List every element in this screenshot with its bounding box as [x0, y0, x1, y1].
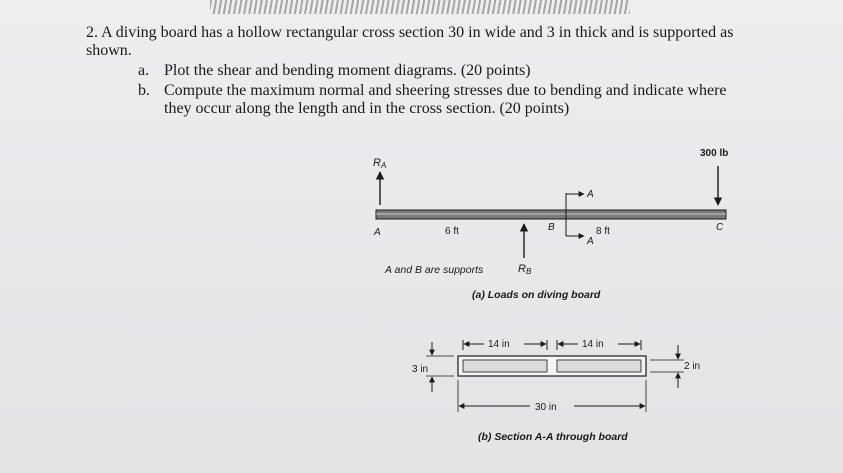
thickness-label: 3 in — [412, 364, 429, 375]
point-c-label: C — [716, 222, 724, 233]
section-cell-right — [557, 360, 641, 372]
part-a-text: Plot the shear and bending moment diagrams. (20 points) — [164, 62, 531, 79]
figure-a-caption: (a) Loads on diving board — [472, 289, 601, 301]
load-label: 300 lb — [700, 148, 729, 159]
part-a-label: a. — [138, 62, 150, 79]
point-a-label: A — [374, 227, 381, 238]
span-ab-label: 6 ft — [445, 226, 459, 237]
section-cell-left — [463, 360, 547, 372]
span-bc-label: 8 ft — [596, 226, 610, 237]
figure-a — [373, 148, 728, 301]
reaction-a-label: RA — [373, 157, 387, 170]
part-b-label: b. — [138, 82, 150, 99]
problem-stem: 2. A diving board has a hollow rectangular cross section 30 in wide and 3 in thick and is supported as shown. — [86, 24, 734, 59]
dim-right-label: 14 in — [582, 339, 604, 350]
point-b-label: B — [548, 222, 555, 233]
supports-note: A and B are supports — [385, 264, 484, 276]
figure-b — [412, 339, 700, 443]
inner-height-label: 2 in — [684, 361, 701, 372]
figure-b-caption: (b) Section A-A through board — [478, 431, 628, 443]
section-mark-bottom: A — [587, 236, 594, 247]
reaction-b-label: RB — [518, 263, 532, 276]
dim-left-label: 14 in — [488, 339, 510, 350]
width-label: 30 in — [535, 402, 557, 413]
part-b-text: Compute the maximum normal and sheering stresses due to bending and indicate where they occur along the length and in the cross section. (20 points) — [164, 82, 727, 117]
section-mark-top: A — [587, 189, 594, 200]
